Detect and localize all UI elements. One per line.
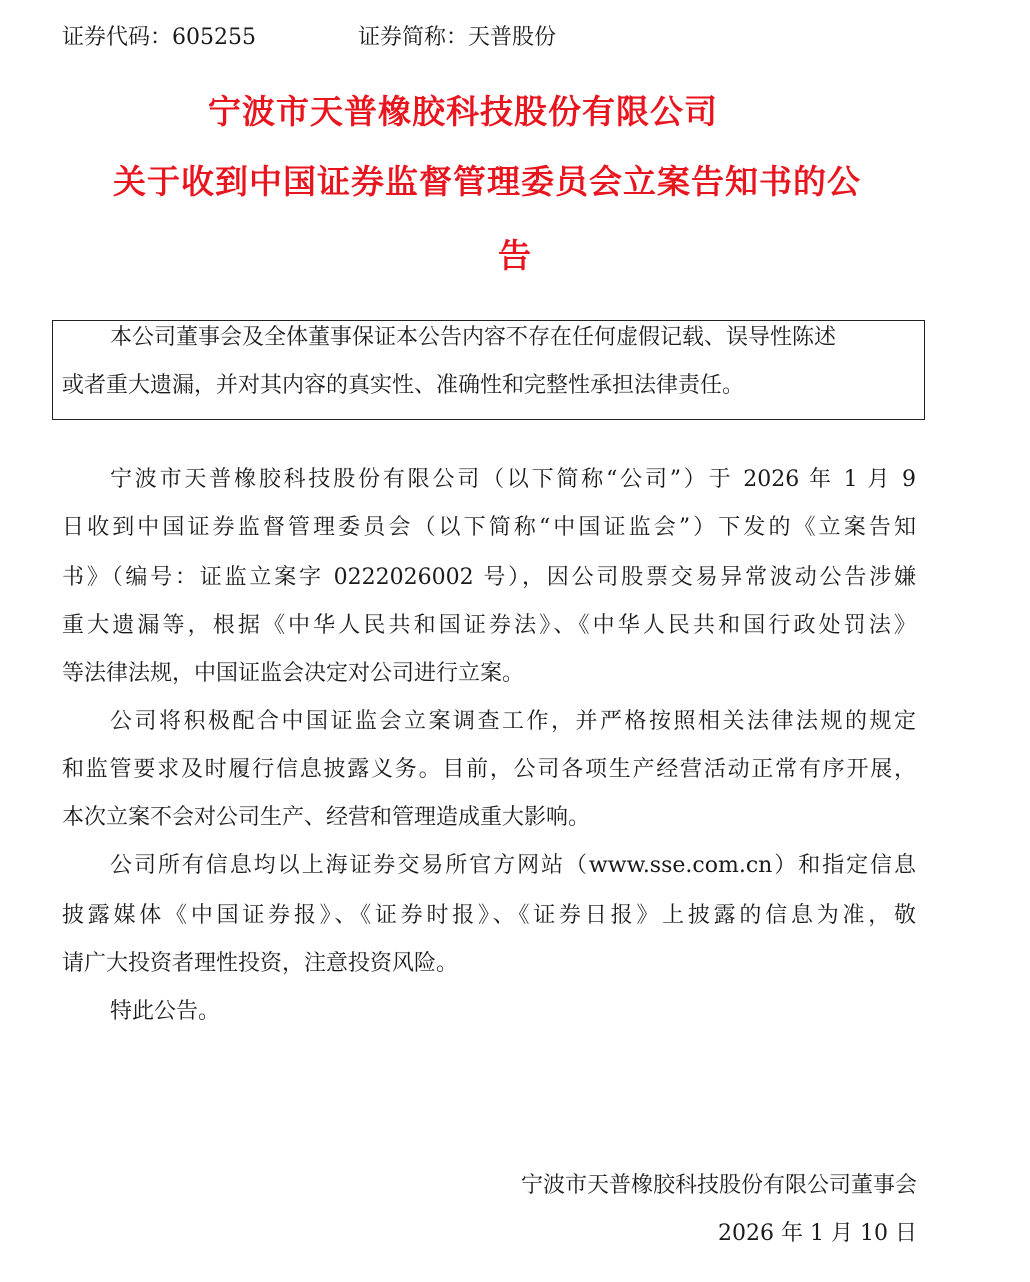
document-title-line-2: 关于收到中国证券监督管理委员会立案告知书的公: [113, 162, 861, 201]
signature-date: 2026 年 1 月 10 日: [718, 1221, 917, 1246]
paragraph-3-line: 披露媒体《中国证券报》、《证券时报》、《证券日报》上披露的信息为准，敬: [62, 903, 916, 928]
paragraph-1-line: 日收到中国证券监督管理委员会（以下简称“中国证监会”）下发的《立案告知: [62, 515, 916, 540]
paragraph-1-line: 重大遗漏等，根据《中华人民共和国证券法》、《中华人民共和国行政处罚法》: [62, 613, 916, 638]
stock-abbreviation: 证券简称：天普股份: [358, 25, 557, 50]
board-statement-line: 或者重大遗漏，并对其内容的真实性、准确性和完整性承担法律责任。: [62, 373, 745, 398]
paragraph-1-line: 宁波市天普橡胶科技股份有限公司（以下简称“公司”）于 2026 年 1 月 9: [110, 467, 916, 492]
paragraph-3-line: 请广大投资者理性投资，注意投资风险。: [62, 951, 459, 976]
document-title-line-1: 宁波市天普橡胶科技股份有限公司: [208, 92, 718, 131]
document-header: [62, 22, 556, 54]
paragraph-3-line: 公司所有信息均以上海证券交易所官方网站（www.sse.com.cn）和指定信息: [110, 853, 916, 878]
paragraph-1-line: 书》（编号：证监立案字 0222026002 号），因公司股票交易异常波动公告涉嫌: [62, 565, 916, 590]
paragraph-2-line: 本次立案不会对公司生产、经营和管理造成重大影响。: [62, 805, 591, 830]
closing-statement: 特此公告。: [110, 999, 221, 1024]
paragraph-2-line: 和监管要求及时履行信息披露义务。目前，公司各项生产经营活动正常有序开展，: [62, 757, 916, 782]
paragraph-1-line: 等法律法规，中国证监会决定对公司进行立案。: [62, 661, 525, 686]
signature-company: 宁波市天普橡胶科技股份有限公司董事会: [520, 1173, 917, 1198]
paragraph-2-line: 公司将积极配合中国证监会立案调查工作，并严格按照相关法律法规的规定: [110, 709, 916, 734]
stock-code: 证券代码：605255: [62, 25, 256, 50]
board-statement-line: 本公司董事会及全体董事保证本公告内容不存在任何虚假记载、误导性陈述: [110, 325, 837, 350]
document-title-line-3: 告: [498, 236, 532, 275]
